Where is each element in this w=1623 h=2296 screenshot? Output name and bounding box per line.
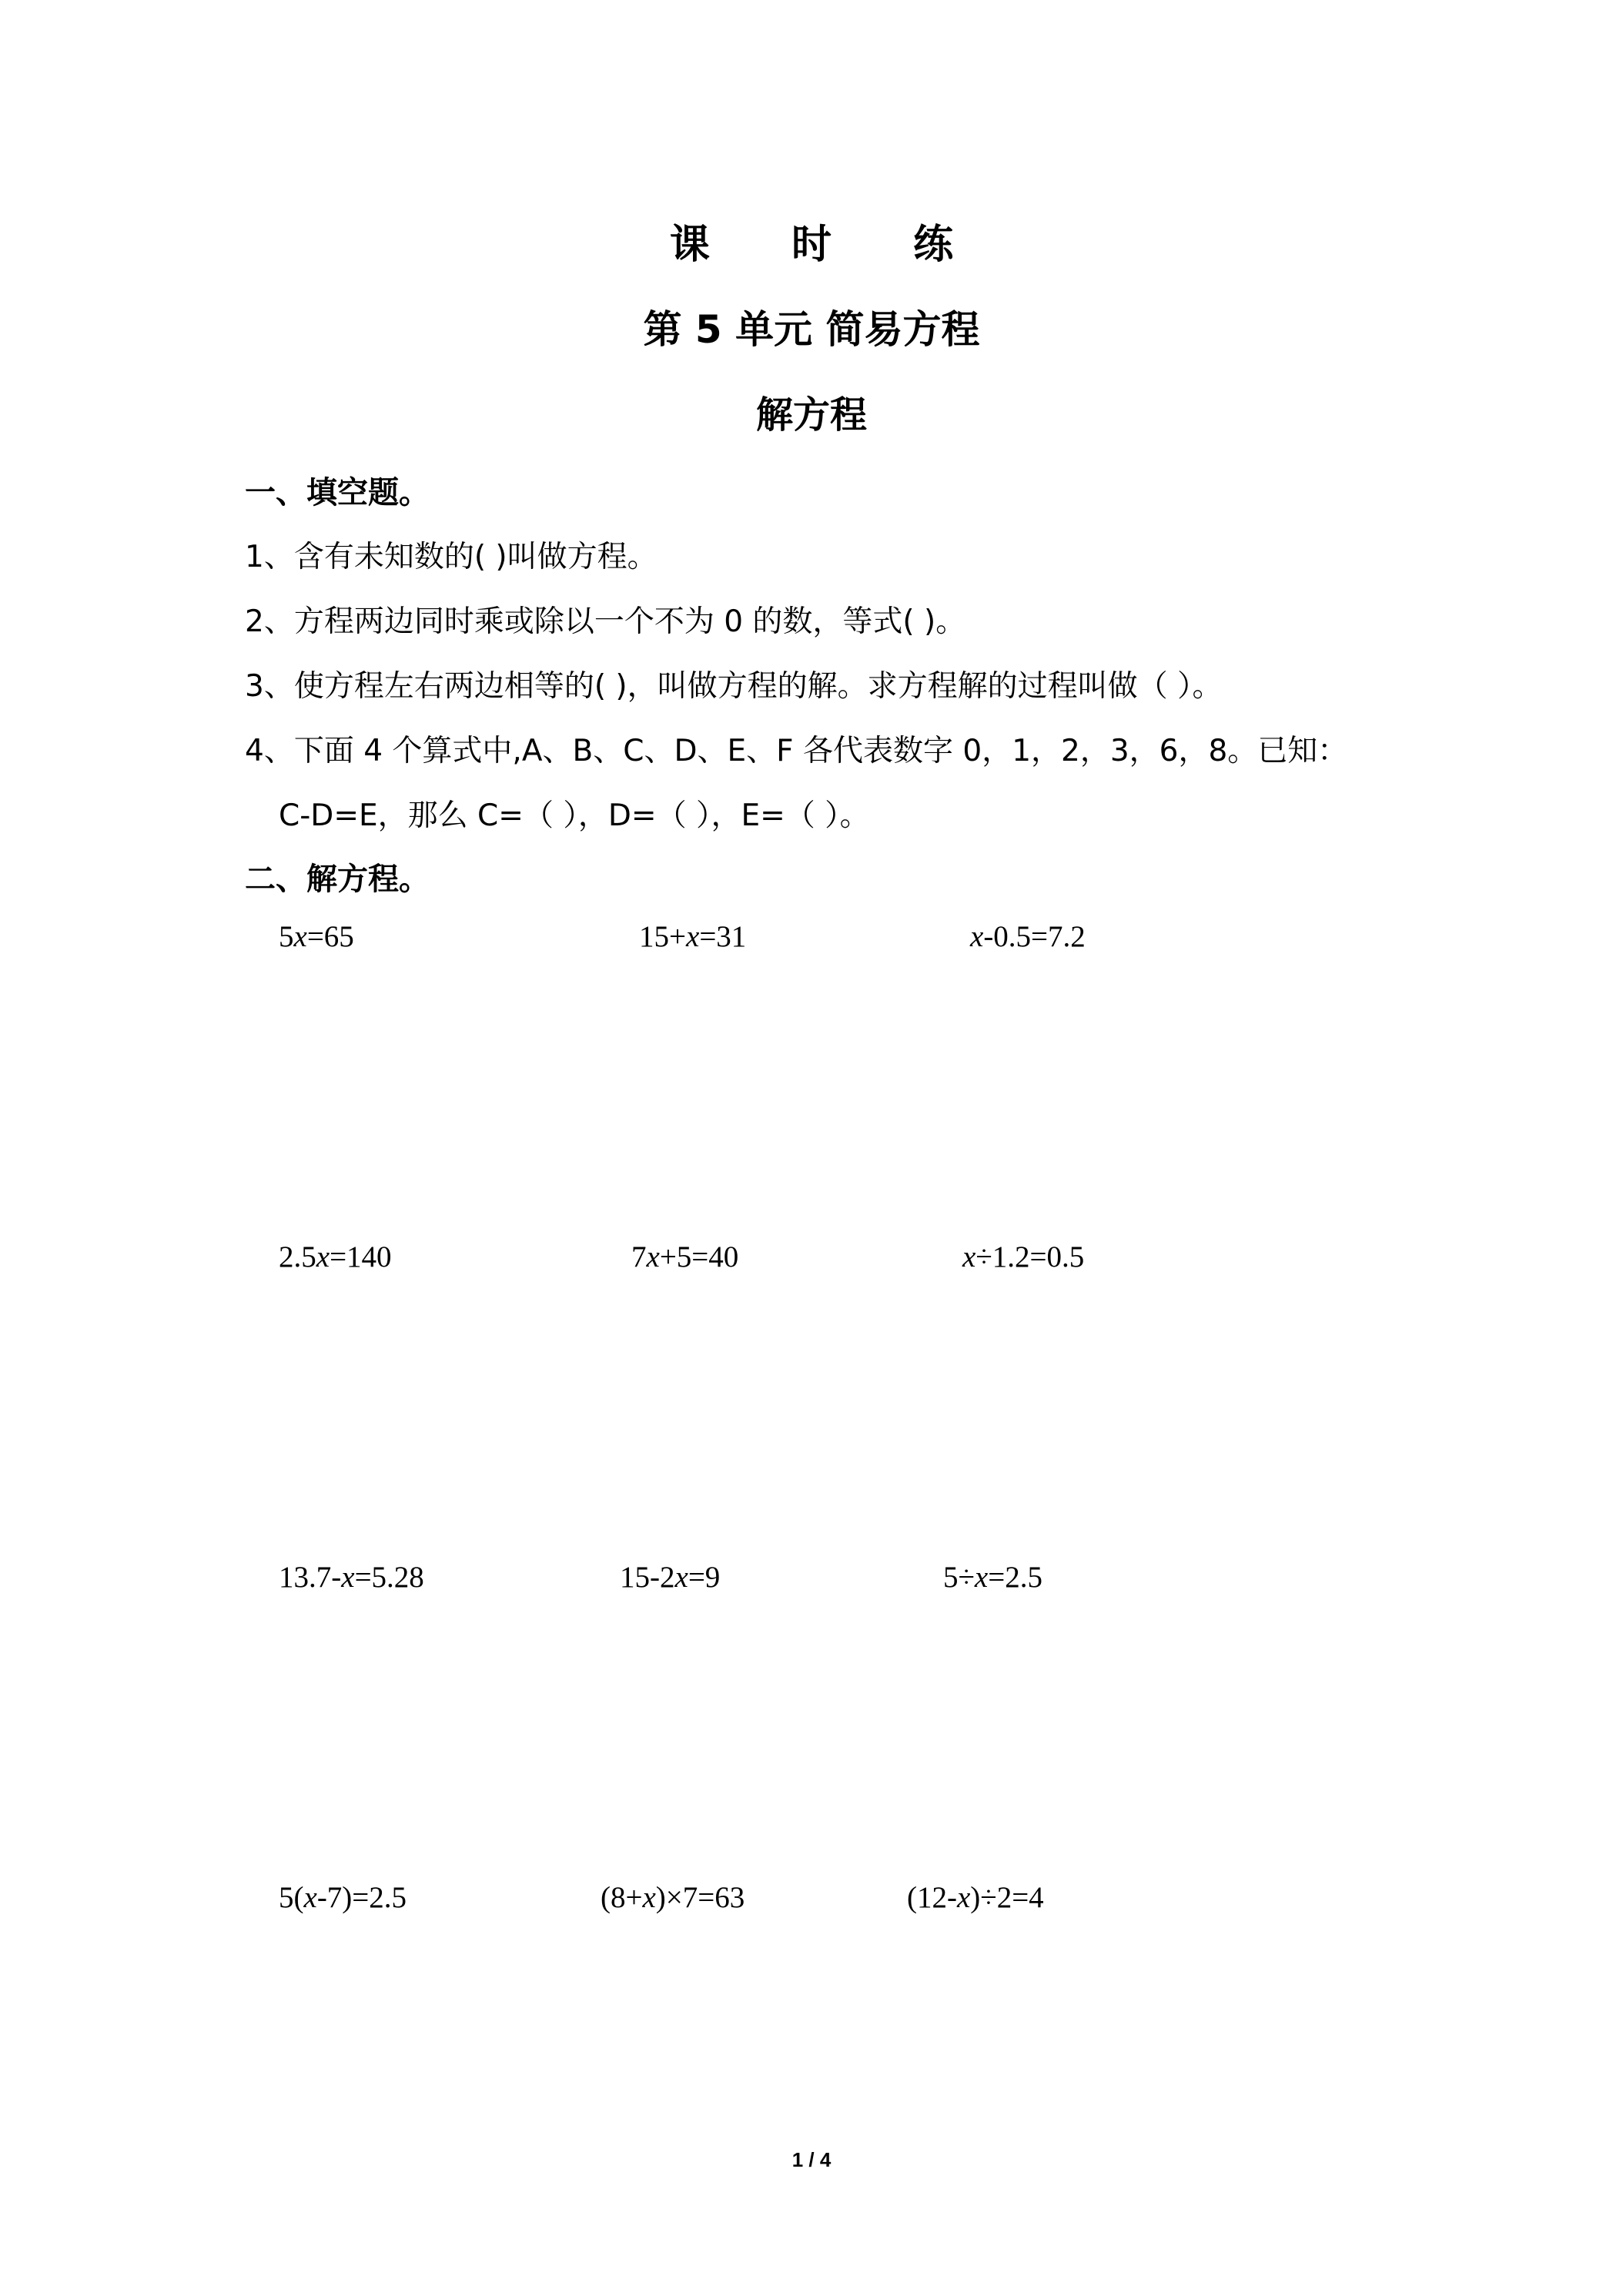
question-4: 4、下面 4 个算式中,A、B、C、D、E、F 各代表数字 0，1，2，3，6，8。已知： <box>245 734 1348 768</box>
equation: 15-2x=9 <box>620 1561 721 1594</box>
question-1: 1、含有未知数的( )叫做方程。 <box>245 540 658 574</box>
worksheet-title: 课 时 练 <box>669 222 988 268</box>
equation: 5x=65 <box>279 920 354 953</box>
equation: (8+x)×7=63 <box>601 1881 745 1914</box>
question-2: 2、方程两边同时乘或除以一个不为 0 的数，等式( )。 <box>245 604 966 639</box>
equation: 13.7-x=5.28 <box>279 1561 424 1594</box>
equation: x÷1.2=0.5 <box>962 1240 1085 1274</box>
question-3: 3、使方程左右两边相等的( )，叫做方程的解。求方程解的过程叫做（ ）。 <box>245 669 1223 704</box>
unit-title: 第 5 单元 简易方程 <box>643 307 980 352</box>
section-fill-in-heading: 一、填空题。 <box>245 475 430 510</box>
section-solve-heading: 二、解方程。 <box>245 862 430 897</box>
equation: 2.5x=140 <box>279 1240 392 1274</box>
equation: 5(x-7)=2.5 <box>279 1881 407 1914</box>
equation: 5÷x=2.5 <box>943 1561 1042 1594</box>
topic-title: 解方程 <box>755 393 867 437</box>
equation: x-0.5=7.2 <box>970 920 1086 953</box>
equation: 7x+5=40 <box>631 1240 739 1274</box>
question-4-continuation: C-D=E，那么 C=（ ），D=（ ），E=（ ）。 <box>279 798 870 833</box>
equation: (12-x)÷2=4 <box>907 1881 1044 1914</box>
equation: 15+x=31 <box>639 920 747 953</box>
page-number: 1 / 4 <box>791 2148 832 2171</box>
